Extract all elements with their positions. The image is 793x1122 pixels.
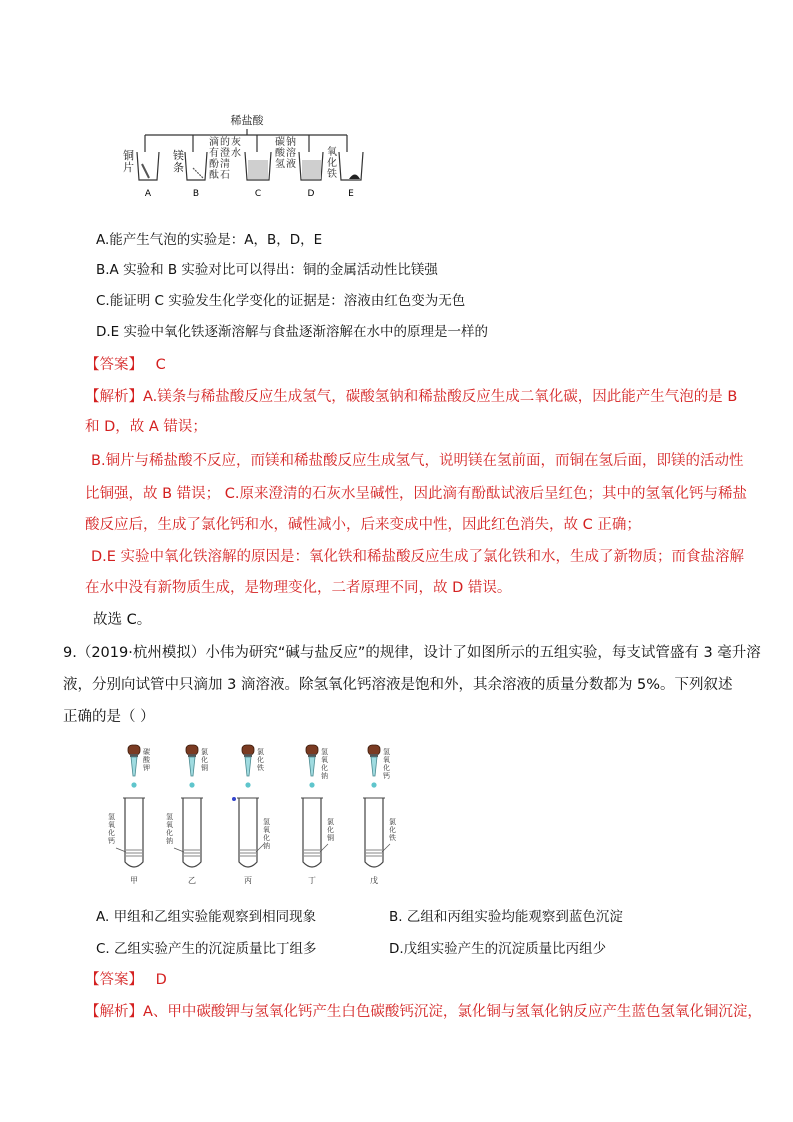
- tube-group-4: [301, 745, 334, 885]
- q8-analysis-line-5: 酸反应后，生成了氯化钙和水，碱性减小，后来变成中性，因此红色消失，故 C 正确；: [85, 517, 641, 533]
- dropper-tube: [245, 757, 251, 776]
- q8-option-d: D.E 实验中氧化铁逐渐溶解与食盐逐渐溶解在水中的原理是一样的: [96, 324, 489, 340]
- dropper-tube: [131, 757, 137, 776]
- q9-analysis-line-1: 【解析】A、甲中碳酸钾与氢氧化钙产生白色碳酸钙沉淀，氯化铜与氢氧化钠反应产生蓝色氢氧化铜沉淀，: [85, 1004, 762, 1020]
- group-name: 乙: [188, 876, 196, 885]
- dropper-bulb: [368, 745, 380, 755]
- tube-letter-a: A: [144, 189, 152, 199]
- dropper-label: 氢氧化钠: [321, 748, 328, 780]
- q8-option-b: B.A 实验和 B 实验对比可以得出：铜的金属活动性比镁强: [96, 262, 438, 278]
- tube-letter-d: D: [307, 189, 315, 199]
- tube-label: 氢氧化钠: [166, 813, 173, 845]
- drop: [245, 782, 250, 787]
- reagent-d-label: 碳酸氢钠溶液: [275, 137, 296, 170]
- q9-stem-line-1: 9.（2019·杭州模拟）小伟为研究“碱与盐反应”的规律，设计了如图所示的五组实验，每支试管盛有 3 毫升溶: [63, 645, 761, 661]
- tube-label: 氯化铜: [327, 818, 334, 842]
- test-tube: [365, 798, 383, 867]
- reagent-a-label: 铜片: [123, 149, 134, 174]
- q8-analysis-line-3: B.铜片与稀盐酸不反应，而镁和稀盐酸反应生成氢气，说明镁在氢前面，而铜在氢后面，即镁的活动性: [91, 453, 744, 469]
- dropper-tube: [189, 757, 195, 776]
- group-name: 甲: [130, 876, 138, 885]
- q9-stem-line-3: 正确的是（ ）: [63, 709, 155, 725]
- beaker-b: [185, 152, 207, 180]
- dropper-bulb: [186, 745, 198, 755]
- q8-answer-tag: 【答案】: [85, 357, 143, 373]
- dropper-bulb: [306, 745, 318, 755]
- q9-option-c: C. 乙组实验产生的沉淀质量比丁组多: [96, 941, 317, 957]
- dropper-label: 碳酸钾: [143, 748, 150, 772]
- dropper-tube: [371, 757, 377, 776]
- q8-analysis-line-1: 【解析】A.镁条与稀盐酸反应生成氢气，碳酸氢钠和稀盐酸反应生成二氧化碳，因此能产生气泡的是 B: [85, 389, 738, 405]
- drop: [189, 782, 194, 787]
- q8-answer: [85, 355, 166, 375]
- beaker-d: [299, 152, 323, 180]
- q8-analysis-line-2: 和 D，故 A 错误；: [85, 419, 207, 435]
- tube-letter-e: E: [348, 189, 354, 199]
- q8-analysis-tag: 【解析】: [85, 389, 143, 405]
- q9-option-d: D.戊组实验产生的沉淀质量比丙组少: [389, 941, 607, 957]
- tube-letter-b: B: [192, 189, 200, 199]
- test-tube: [183, 798, 201, 867]
- tube-group-1: [108, 745, 151, 885]
- tube-group-2: [166, 745, 208, 885]
- dropper-label: 氯化铁: [257, 748, 264, 772]
- tube-group-5: [363, 745, 396, 885]
- tube-label: 氯化铁: [389, 818, 396, 842]
- dropper-bulb: [128, 745, 140, 755]
- test-tube-figure: [100, 740, 410, 890]
- tube-group-3: [237, 745, 270, 885]
- dropper-label: 氯化铜: [201, 748, 208, 772]
- drop: [371, 782, 376, 787]
- q8-conclusion: 故选 C。: [93, 612, 152, 628]
- group-name: 戊: [370, 876, 378, 885]
- reagent-e-label: 氧化铁: [327, 147, 337, 180]
- q9-option-b: B. 乙组和丙组实验均能观察到蓝色沉淀: [389, 909, 623, 925]
- q8-analysis-line-4: 比铜强，故 B 错误； C.原来澄清的石灰水呈碱性，因此滴有酚酞试液后呈红色；其中的氢氧化钙与稀盐: [85, 486, 748, 502]
- q8-option-c: C.能证明 C 实验发生化学变化的证据是：溶液由红色变为无色: [96, 293, 466, 309]
- beaker-e: [339, 152, 363, 180]
- test-tube: [303, 798, 321, 867]
- q8-option-a: A.能产生气泡的实验是：A，B，D，E: [96, 232, 323, 248]
- test-tube: [125, 798, 143, 867]
- tube-label: 氢氧化钙: [108, 813, 115, 845]
- drop: [309, 782, 314, 787]
- beaker-c: [245, 152, 271, 180]
- group-name: 丁: [308, 876, 316, 885]
- q8-analysis-line-7: 在水中没有新物质生成，是物理变化，二者原理不同，故 D 错误。: [85, 580, 512, 596]
- q9-stem-line-2: 液，分别向试管中只滴加 3 滴溶液。除氢氧化钙溶液是饱和外，其余溶液的质量分数都为 5%。下列叙述: [63, 677, 733, 693]
- q9-answer-value: D: [155, 972, 167, 988]
- test-tube: [239, 798, 257, 867]
- q8-answer-value: C: [155, 357, 166, 373]
- dropper-bulb: [242, 745, 254, 755]
- dropper-tube: [309, 757, 315, 776]
- q9-answer: [85, 970, 167, 990]
- acid-label: 稀盐酸: [230, 114, 264, 127]
- acid-reaction-figure: [115, 108, 375, 210]
- tube-letter-c: C: [254, 189, 262, 199]
- q9-analysis-tag: 【解析】: [85, 1004, 143, 1020]
- beaker-a: [137, 152, 159, 180]
- q9-answer-tag: 【答案】: [85, 972, 143, 988]
- dropper-label: 氢氧化钙: [383, 748, 390, 780]
- tube-label: 氢氧化钠: [263, 818, 270, 850]
- q9-option-a: A. 甲组和乙组实验能观察到相同现象: [96, 909, 317, 925]
- reagent-c-label: 滴有酚酞的澄清石灰水: [209, 137, 241, 181]
- q8-analysis-line-6: D.E 实验中氧化铁溶解的原因是：氧化铁和稀盐酸反应生成了氯化铁和水，生成了新物质；而食盐溶解: [91, 549, 745, 565]
- reagent-b-label: 镁条: [173, 149, 184, 174]
- group-name: 丙: [244, 876, 252, 885]
- drop: [131, 782, 136, 787]
